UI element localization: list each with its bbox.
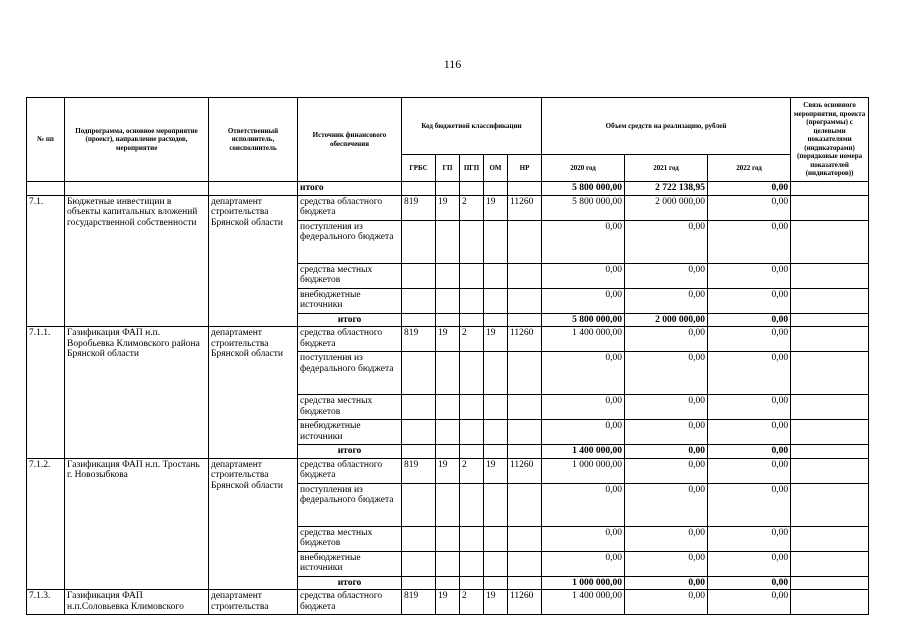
cell-value-2022: 0,00	[708, 395, 791, 420]
cell-item-name: Газификация ФАП н.п.Соловьевка Климовского	[65, 590, 209, 615]
cell-code	[402, 313, 436, 327]
cell-code: 11260	[508, 590, 542, 615]
header-year-2022: 2022 год	[708, 155, 791, 182]
cell-code	[508, 263, 542, 288]
cell-value-2020: 1 400 000,00	[542, 590, 625, 615]
header-code-grbs: ГРБС	[402, 155, 436, 182]
cell-code	[402, 182, 436, 196]
cell-value-2022: 0,00	[708, 445, 791, 459]
cell-code	[460, 576, 484, 590]
cell-value-2022: 0,00	[708, 288, 791, 313]
cell-code: 19	[484, 327, 508, 352]
cell-code: 819	[402, 458, 436, 483]
cell-source: внебюджетные источники	[298, 551, 402, 576]
cell-code: 819	[402, 590, 436, 615]
cell-source: поступления из федерального бюджета	[298, 352, 402, 395]
cell-source: итого	[298, 576, 402, 590]
cell-code	[484, 483, 508, 526]
cell-code: 11260	[508, 327, 542, 352]
cell-code	[402, 420, 436, 445]
cell-code	[484, 288, 508, 313]
cell-code	[460, 445, 484, 459]
header-budget-code: Код бюджетной классификации	[402, 98, 542, 155]
cell-code	[436, 526, 460, 551]
cell-code	[460, 551, 484, 576]
cell-value-2021: 0,00	[625, 483, 708, 526]
header-source: Источник финансового обеспечения	[298, 98, 402, 182]
cell-value-2020: 0,00	[542, 395, 625, 420]
cell-code	[460, 313, 484, 327]
cell-code	[436, 182, 460, 196]
cell-code	[484, 263, 508, 288]
cell-code: 2	[460, 327, 484, 352]
cell-source: средства местных бюджетов	[298, 263, 402, 288]
cell-source: средства областного бюджета	[298, 590, 402, 615]
cell-code: 19	[436, 327, 460, 352]
cell-code	[508, 395, 542, 420]
cell-empty	[27, 182, 65, 196]
cell-value-2021: 0,00	[625, 551, 708, 576]
cell-value-2020: 0,00	[542, 420, 625, 445]
cell-source: внебюджетные источники	[298, 288, 402, 313]
cell-value-2020: 1 000 000,00	[542, 576, 625, 590]
cell-code: 819	[402, 327, 436, 352]
cell-value-2022: 0,00	[708, 352, 791, 395]
cell-value-2021: 0,00	[625, 327, 708, 352]
cell-item-number: 7.1.3.	[27, 590, 65, 615]
cell-empty	[65, 182, 209, 196]
cell-value-2021: 2 722 138,95	[625, 182, 708, 196]
cell-code: 2	[460, 458, 484, 483]
cell-code	[436, 483, 460, 526]
cell-code	[436, 576, 460, 590]
cell-code	[460, 526, 484, 551]
cell-code	[436, 263, 460, 288]
cell-code: 11260	[508, 195, 542, 220]
cell-code	[484, 220, 508, 263]
cell-source: итого	[298, 182, 402, 196]
cell-item-number: 7.1.	[27, 195, 65, 327]
cell-code	[402, 288, 436, 313]
cell-indicator-link	[791, 526, 869, 551]
cell-value-2021: 0,00	[625, 395, 708, 420]
cell-code	[402, 263, 436, 288]
cell-value-2020: 0,00	[542, 551, 625, 576]
cell-code	[508, 182, 542, 196]
cell-code	[484, 420, 508, 445]
table-row	[27, 327, 869, 352]
cell-source: итого	[298, 313, 402, 327]
cell-code	[402, 220, 436, 263]
cell-item-name: Газификация ФАП н.п. Воробьевка Климовского района Брянской области	[65, 327, 209, 459]
cell-value-2022: 0,00	[708, 220, 791, 263]
cell-source: итого	[298, 445, 402, 459]
cell-indicator-link	[791, 195, 869, 220]
header-year-2020: 2020 год	[542, 155, 625, 182]
header-year-2021: 2021 год	[625, 155, 708, 182]
cell-indicator-link	[791, 445, 869, 459]
cell-item-name: Газификация ФАП н.п. Тростань г. Новозыбкова	[65, 458, 209, 590]
cell-source: средства областного бюджета	[298, 458, 402, 483]
cell-code	[460, 182, 484, 196]
cell-code	[508, 420, 542, 445]
cell-source: средства областного бюджета	[298, 327, 402, 352]
cell-code	[484, 395, 508, 420]
cell-value-2020: 1 400 000,00	[542, 445, 625, 459]
cell-value-2022: 0,00	[708, 458, 791, 483]
cell-value-2021: 0,00	[625, 576, 708, 590]
cell-value-2021: 0,00	[625, 458, 708, 483]
cell-value-2022: 0,00	[708, 483, 791, 526]
cell-code: 19	[436, 458, 460, 483]
cell-code: 19	[436, 590, 460, 615]
cell-indicator-link	[791, 182, 869, 196]
table-row-top-total	[27, 182, 869, 196]
table-body	[27, 182, 869, 615]
cell-code	[460, 420, 484, 445]
cell-value-2021: 0,00	[625, 220, 708, 263]
table-header	[27, 98, 869, 182]
cell-value-2020: 1 000 000,00	[542, 458, 625, 483]
cell-value-2020: 0,00	[542, 352, 625, 395]
cell-code	[436, 445, 460, 459]
cell-value-2020: 5 800 000,00	[542, 182, 625, 196]
cell-indicator-link	[791, 551, 869, 576]
cell-code	[402, 483, 436, 526]
cell-code: 2	[460, 195, 484, 220]
cell-code	[436, 395, 460, 420]
cell-indicator-link	[791, 458, 869, 483]
cell-value-2021: 0,00	[625, 288, 708, 313]
cell-code	[484, 551, 508, 576]
cell-code	[460, 352, 484, 395]
cell-code: 19	[484, 195, 508, 220]
cell-value-2021: 0,00	[625, 420, 708, 445]
cell-value-2021: 0,00	[625, 445, 708, 459]
cell-value-2022: 0,00	[708, 263, 791, 288]
cell-code	[460, 483, 484, 526]
cell-code	[460, 263, 484, 288]
cell-value-2022: 0,00	[708, 327, 791, 352]
cell-value-2021: 0,00	[625, 526, 708, 551]
cell-responsible: департамент строительства Брянской области	[209, 327, 298, 459]
cell-code	[484, 576, 508, 590]
cell-code	[402, 445, 436, 459]
cell-code	[460, 395, 484, 420]
cell-code	[508, 313, 542, 327]
cell-source: поступления из федерального бюджета	[298, 220, 402, 263]
cell-value-2022: 0,00	[708, 195, 791, 220]
cell-responsible: департамент строительства Брянской области	[209, 195, 298, 327]
table-row	[27, 195, 869, 220]
cell-code	[436, 551, 460, 576]
cell-code	[508, 288, 542, 313]
cell-value-2021: 0,00	[625, 590, 708, 615]
header-code-om: ОМ	[484, 155, 508, 182]
cell-source: внебюджетные источники	[298, 420, 402, 445]
cell-code	[484, 313, 508, 327]
table-row	[27, 458, 869, 483]
cell-indicator-link	[791, 263, 869, 288]
cell-code	[402, 551, 436, 576]
header-code-gp: ГП	[436, 155, 460, 182]
page-number: 116	[443, 57, 462, 71]
cell-value-2022: 0,00	[708, 551, 791, 576]
cell-indicator-link	[791, 395, 869, 420]
cell-value-2021: 2 000 000,00	[625, 313, 708, 327]
cell-indicator-link	[791, 590, 869, 615]
cell-code	[484, 526, 508, 551]
cell-indicator-link	[791, 483, 869, 526]
cell-value-2020: 0,00	[542, 526, 625, 551]
cell-value-2020: 0,00	[542, 483, 625, 526]
table-row	[27, 590, 869, 615]
cell-code	[402, 576, 436, 590]
header-code-pgp: ПГП	[460, 155, 484, 182]
cell-value-2020: 0,00	[542, 220, 625, 263]
cell-code	[508, 526, 542, 551]
cell-value-2022: 0,00	[708, 420, 791, 445]
cell-indicator-link	[791, 327, 869, 352]
header-num: № пп	[27, 98, 65, 182]
cell-value-2022: 0,00	[708, 313, 791, 327]
cell-value-2022: 0,00	[708, 590, 791, 615]
cell-code	[484, 182, 508, 196]
cell-item-name: Бюджетные инвестиции в объекты капитальных вложений государственной собственности	[65, 195, 209, 327]
cell-indicator-link	[791, 420, 869, 445]
cell-code	[508, 551, 542, 576]
cell-code: 819	[402, 195, 436, 220]
cell-value-2020: 5 800 000,00	[542, 313, 625, 327]
cell-code	[460, 220, 484, 263]
cell-indicator-link	[791, 576, 869, 590]
cell-code	[402, 526, 436, 551]
cell-empty	[209, 182, 298, 196]
cell-source: средства областного бюджета	[298, 195, 402, 220]
cell-value-2021: 2 000 000,00	[625, 195, 708, 220]
cell-indicator-link	[791, 288, 869, 313]
cell-indicator-link	[791, 352, 869, 395]
cell-code	[508, 352, 542, 395]
cell-code: 11260	[508, 458, 542, 483]
budget-table	[26, 97, 869, 615]
header-volume: Объем средств на реализацию, рублей	[542, 98, 791, 155]
cell-item-number: 7.1.2.	[27, 458, 65, 590]
cell-value-2022: 0,00	[708, 576, 791, 590]
cell-item-number: 7.1.1.	[27, 327, 65, 459]
cell-code	[508, 445, 542, 459]
cell-code	[508, 576, 542, 590]
cell-source: средства местных бюджетов	[298, 526, 402, 551]
cell-value-2022: 0,00	[708, 526, 791, 551]
cell-value-2020: 1 400 000,00	[542, 327, 625, 352]
cell-code: 19	[484, 590, 508, 615]
cell-code	[484, 445, 508, 459]
cell-indicator-link	[791, 313, 869, 327]
header-subprogram: Подпрограмма, основное мероприятие (проект), направление расходов, мероприятие	[65, 98, 209, 182]
cell-code	[436, 313, 460, 327]
cell-value-2022: 0,00	[708, 182, 791, 196]
cell-code	[402, 352, 436, 395]
cell-value-2020: 0,00	[542, 288, 625, 313]
cell-value-2020: 0,00	[542, 263, 625, 288]
cell-code	[402, 395, 436, 420]
header-code-nr: НР	[508, 155, 542, 182]
cell-code	[508, 220, 542, 263]
cell-code: 19	[436, 195, 460, 220]
header-indicator-link: Связь основного мероприятия, проекта (программы) с целевыми показателями (индикаторами) (порядковые номера показателей (индикаторов))	[791, 98, 869, 182]
cell-responsible: департамент строительства Брянской области	[209, 458, 298, 590]
cell-code	[484, 352, 508, 395]
cell-code	[436, 352, 460, 395]
cell-responsible: департамент строительства	[209, 590, 298, 615]
header-responsible: Ответственный исполнитель, соисполнитель	[209, 98, 298, 182]
cell-code: 19	[484, 458, 508, 483]
cell-code	[508, 483, 542, 526]
cell-value-2021: 0,00	[625, 263, 708, 288]
cell-code	[436, 288, 460, 313]
cell-source: поступления из федерального бюджета	[298, 483, 402, 526]
cell-code	[436, 220, 460, 263]
cell-code: 2	[460, 590, 484, 615]
cell-value-2020: 5 800 000,00	[542, 195, 625, 220]
cell-value-2021: 0,00	[625, 352, 708, 395]
cell-code	[436, 420, 460, 445]
cell-source: средства местных бюджетов	[298, 395, 402, 420]
cell-indicator-link	[791, 220, 869, 263]
cell-code	[460, 288, 484, 313]
